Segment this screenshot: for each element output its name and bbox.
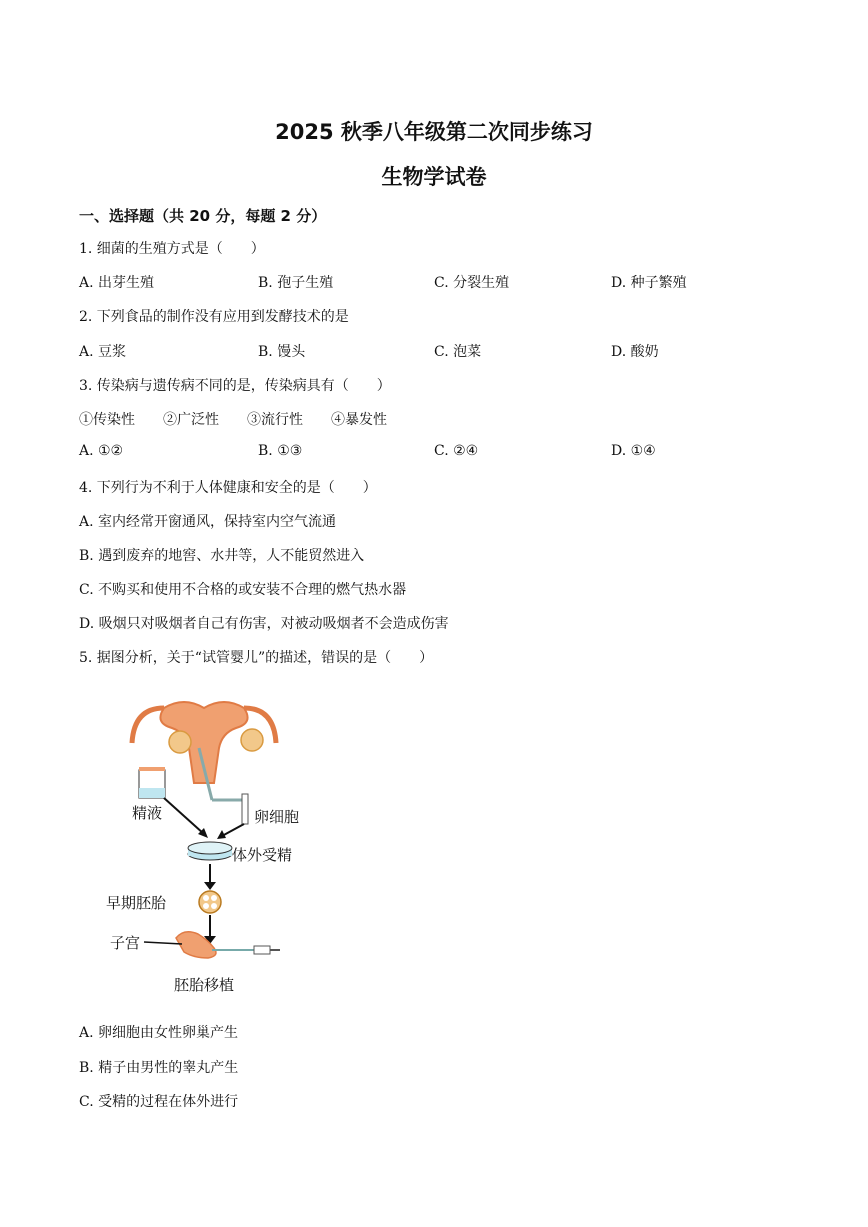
question-3-items: ①传染性 ②广泛性 ③流行性 ④暴发性 bbox=[79, 412, 387, 428]
petri-dish-icon bbox=[188, 842, 232, 860]
q2-option-d: D. 酸奶 bbox=[611, 344, 659, 360]
in-vitro-fertilization-label: 体外受精 bbox=[232, 846, 293, 864]
q3-option-d: D. ①④ bbox=[611, 443, 656, 459]
q3-option-b: B. ①③ bbox=[258, 443, 303, 459]
semen-container-icon bbox=[139, 767, 165, 798]
early-embryo-icon bbox=[199, 891, 221, 913]
q4-option-b: B. 遇到废弃的地窖、水井等，人不能贸然进入 bbox=[79, 548, 365, 564]
ivf-diagram bbox=[104, 688, 304, 998]
uterus-label: 子宫 bbox=[110, 934, 141, 952]
q4-option-a: A. 室内经常开窗通风，保持室内空气流通 bbox=[79, 514, 337, 530]
q1-option-a: A. 出芽生殖 bbox=[79, 275, 155, 291]
egg-tube-icon bbox=[242, 794, 248, 824]
q3-option-c: C. ②④ bbox=[434, 443, 479, 459]
q5-option-b: B. 精子由男性的睾丸产生 bbox=[79, 1060, 239, 1076]
egg-cell-label: 卵细胞 bbox=[254, 808, 300, 826]
q5-option-c: C. 受精的过程在体外进行 bbox=[79, 1094, 239, 1110]
early-embryo-label: 早期胚胎 bbox=[106, 894, 167, 912]
exam-subtitle: 生物学试卷 bbox=[381, 165, 487, 189]
question-4-stem: 4. 下列行为不利于人体健康和安全的是（ ） bbox=[79, 480, 377, 496]
embryo-transfer-label: 胚胎移植 bbox=[174, 976, 235, 994]
question-1-stem: 1. 细菌的生殖方式是（ ） bbox=[79, 241, 265, 257]
section-heading: 一、选择题（共 20 分，每题 2 分） bbox=[79, 207, 327, 225]
q2-option-a: A. 豆浆 bbox=[79, 344, 127, 360]
q1-option-d: D. 种子繁殖 bbox=[611, 275, 687, 291]
q1-option-b: B. 孢子生殖 bbox=[258, 275, 334, 291]
embryo-transfer-illustration bbox=[176, 932, 280, 958]
q2-option-c: C. 泡菜 bbox=[434, 344, 482, 360]
question-5-stem: 5. 据图分析，关于“试管婴儿”的描述，错误的是（ ） bbox=[79, 650, 434, 666]
semen-label: 精液 bbox=[132, 804, 163, 822]
q2-option-b: B. 馒头 bbox=[258, 344, 306, 360]
q5-option-a: A. 卵细胞由女性卵巢产生 bbox=[79, 1025, 239, 1041]
question-3-stem: 3. 传染病与遗传病不同的是，传染病具有（ ） bbox=[79, 378, 391, 394]
q4-option-d: D. 吸烟只对吸烟者自己有伤害，对被动吸烟者不会造成伤害 bbox=[79, 616, 449, 632]
exam-title: 2025 秋季八年级第二次同步练习 bbox=[275, 120, 593, 144]
q3-option-a: A. ①② bbox=[79, 443, 124, 459]
question-2-stem: 2. 下列食品的制作没有应用到发酵技术的是 bbox=[79, 309, 349, 325]
q1-option-c: C. 分裂生殖 bbox=[434, 275, 510, 291]
q4-option-c: C. 不购买和使用不合格的或安装不合理的燃气热水器 bbox=[79, 582, 407, 598]
